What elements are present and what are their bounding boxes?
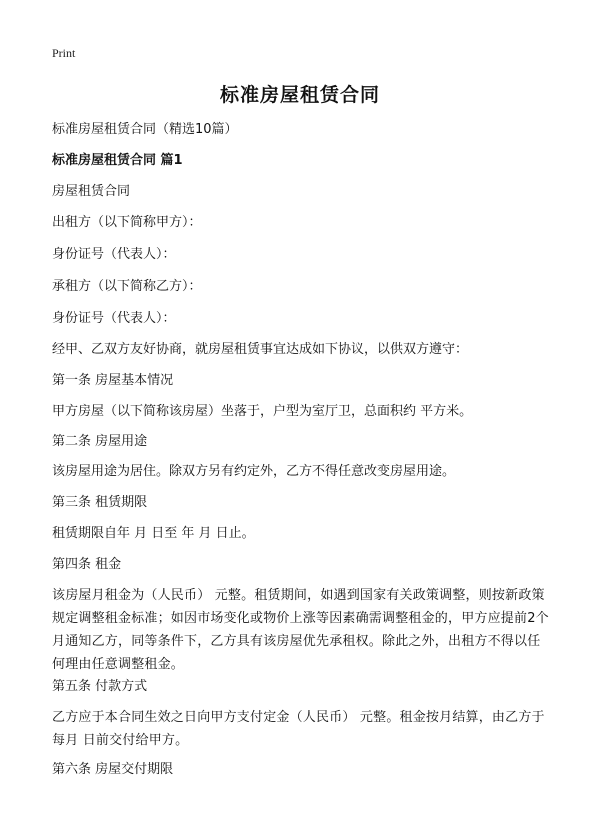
article-4-title: 第四条 租金 (52, 557, 122, 572)
article-1-title: 第一条 房屋基本情况 (52, 373, 174, 388)
agreement-intro: 经甲、乙双方友好协商，就房屋租赁事宜达成如下协议，以供双方遵守： (52, 342, 469, 357)
document-title: 标准房屋租赁合同 (219, 84, 380, 106)
article-2-text: 该房屋用途为居住。除双方另有约定外，乙方不得任意改变房屋用途。 (52, 464, 456, 479)
lessor-id-line: 身份证号（代表人）： (52, 247, 176, 262)
article-2-title: 第二条 房屋用途 (52, 434, 148, 449)
lessor-line: 出租方（以下简称甲方）： (52, 215, 202, 230)
article-3-title: 第三条 租赁期限 (52, 495, 148, 510)
article-6-title: 第六条 房屋交付期限 (52, 762, 174, 777)
article-5-text: 乙方应于本合同生效之日向甲方支付定金（人民币） 元整。租金按月结算，由乙方于每月 日前交付给甲方。 (52, 710, 545, 748)
article-5-title: 第五条 付款方式 (52, 679, 148, 694)
article-1-text: 甲方房屋（以下简称该房屋）坐落于，户型为室厅卫，总面积约 平方米。 (52, 404, 473, 419)
article-4-text: 该房屋月租金为（人民币） 元整。租赁期间，如遇到国家有关政策调整，则按新政策规定调整租金标准；如因市场变化或物价上涨等因素确需调整租金的，甲方应提前2个月通知乙方，同等条件下，乙方具有该房屋优先承租权。除此之外，出租方不得以任何理由任意调整租金。 (52, 588, 549, 672)
document-subtitle: 标准房屋租赁合同（精选10篇） (52, 122, 238, 137)
lessee-id-line: 身份证号（代表人）： (52, 311, 176, 326)
lessee-line: 承租方（以下简称乙方）： (52, 279, 202, 294)
article-3-text: 租赁期限自年 月 日至 年 月 日止。 (52, 526, 255, 541)
print-label[interactable]: Print (52, 46, 76, 60)
contract-name: 房屋租赁合同 (52, 184, 131, 199)
section-heading: 标准房屋租赁合同 篇1 (52, 153, 183, 168)
